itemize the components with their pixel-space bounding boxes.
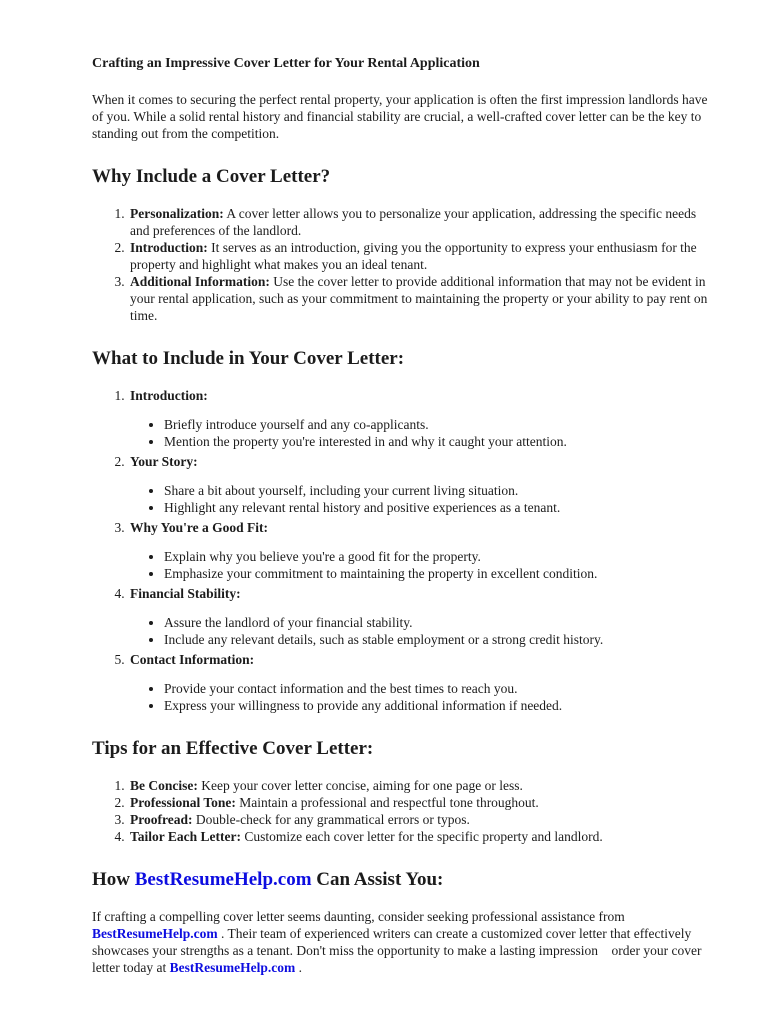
bullet-item: • Mention the property you're interested in and why it caught your attention. <box>164 433 708 450</box>
heading-why-include: Why Include a Cover Letter? <box>92 166 331 187</box>
list-item-term: Personalization: <box>130 206 224 221</box>
list-item <box>128 273 708 324</box>
heading-what-to-include: What to Include in Your Cover Letter: <box>92 348 405 369</box>
bestresumehelp-link[interactable]: BestResumeHelp.com <box>169 960 296 975</box>
bullet-item: • Emphasize your commitment to maintaining the property in excellent condition. <box>164 565 708 582</box>
list-item <box>128 205 708 239</box>
bullet-item: • Briefly introduce yourself and any co-applicants. <box>164 416 708 433</box>
list-item-text: Customize each cover letter for the specific property and landlord. <box>241 829 603 844</box>
intro-paragraph: When it comes to securing the perfect rental property, your application is often the first impression landlords have of you. While a solid rental history and financial stability are crucial, a well-crafted cover letter can be the key to standing out from the competition. <box>92 92 708 141</box>
list-item-text: Maintain a professional and respectful tone throughout. <box>235 795 539 810</box>
bullet-item: • Include any relevant details, such as stable employment or a strong credit history. <box>164 631 708 648</box>
list-item-text: Double-check for any grammatical errors or typos. <box>192 812 470 827</box>
list-item <box>128 387 708 450</box>
list-item-term: Additional Information: <box>130 274 270 289</box>
list-item-term: Tailor Each Letter: <box>130 829 241 844</box>
list-item-term: Introduction: <box>130 240 208 255</box>
list-item <box>128 777 708 794</box>
closing-paragraph <box>92 908 708 976</box>
bestresumehelp-link[interactable]: BestResumeHelp.com <box>92 926 218 941</box>
bullet-item: • Express your willingness to provide any additional information if needed. <box>164 697 708 714</box>
list-item <box>128 519 708 582</box>
sub-bullet-list <box>130 680 708 714</box>
list-item-term: Contact Information: <box>130 652 255 667</box>
why-include-list <box>92 205 708 324</box>
closing-text: . Their team of experienced writers can create a customized cover letter that effectively showcases your strengths as a tenant. Don't miss the opportunity to make a lasting impression order your cover letter today at <box>92 926 702 975</box>
list-item-term: Your Story: <box>130 454 198 469</box>
bullet-item: • Share a bit about yourself, including your current living situation. <box>164 482 708 499</box>
heading-tips: Tips for an Effective Cover Letter: <box>92 738 374 759</box>
list-item <box>128 453 708 516</box>
list-item-term: Be Concise: <box>130 778 198 793</box>
closing-text: . <box>295 960 302 975</box>
bullet-item: • Explain why you believe you're a good fit for the property. <box>164 548 708 565</box>
sub-bullet-list <box>130 614 708 648</box>
bullet-item: • Highlight any relevant rental history and positive experiences as a tenant. <box>164 499 708 516</box>
tips-list <box>92 777 708 845</box>
list-item-text: A cover letter allows you to personalize your application, addressing the specific needs and preferences of the landlord. <box>130 206 697 238</box>
list-item <box>128 585 708 648</box>
brand-link[interactable]: BestResumeHelp.com <box>134 869 312 890</box>
bullet-item: • Assure the landlord of your financial stability. <box>164 614 708 631</box>
heading-assist-suffix: Can Assist You: <box>311 869 444 890</box>
bullet-item: • Provide your contact information and the best times to reach you. <box>164 680 708 697</box>
list-item-text: It serves as an introduction, giving you the opportunity to express your enthusiasm for the property and highlight what makes you an ideal tenant. <box>130 240 697 272</box>
sub-bullet-list <box>130 482 708 516</box>
what-to-include-list <box>92 387 708 714</box>
document-title: Crafting an Impressive Cover Letter for Your Rental Application <box>92 56 480 71</box>
list-item <box>128 239 708 273</box>
list-item-term: Professional Tone: <box>130 795 236 810</box>
list-item <box>128 811 708 828</box>
list-item-term: Introduction: <box>130 388 208 403</box>
closing-text: If crafting a compelling cover letter seems daunting, consider seeking professional assistance from <box>92 909 625 924</box>
list-item-term: Why You're a Good Fit: <box>130 520 269 535</box>
list-item-term: Proofread: <box>130 812 193 827</box>
list-item-text: Keep your cover letter concise, aiming for one page or less. <box>197 778 523 793</box>
sub-bullet-list <box>130 416 708 450</box>
sub-bullet-list <box>130 548 708 582</box>
list-item-term: Financial Stability: <box>130 586 241 601</box>
list-item <box>128 828 708 845</box>
list-item-text: Use the cover letter to provide additional information that may not be evident in your rental application, such as your commitment to maintaining the property or your ability to pay rent on time. <box>130 274 708 323</box>
heading-assist-prefix: How <box>92 869 135 890</box>
list-item <box>128 794 708 811</box>
list-item <box>128 651 708 714</box>
heading-assist <box>92 868 708 891</box>
